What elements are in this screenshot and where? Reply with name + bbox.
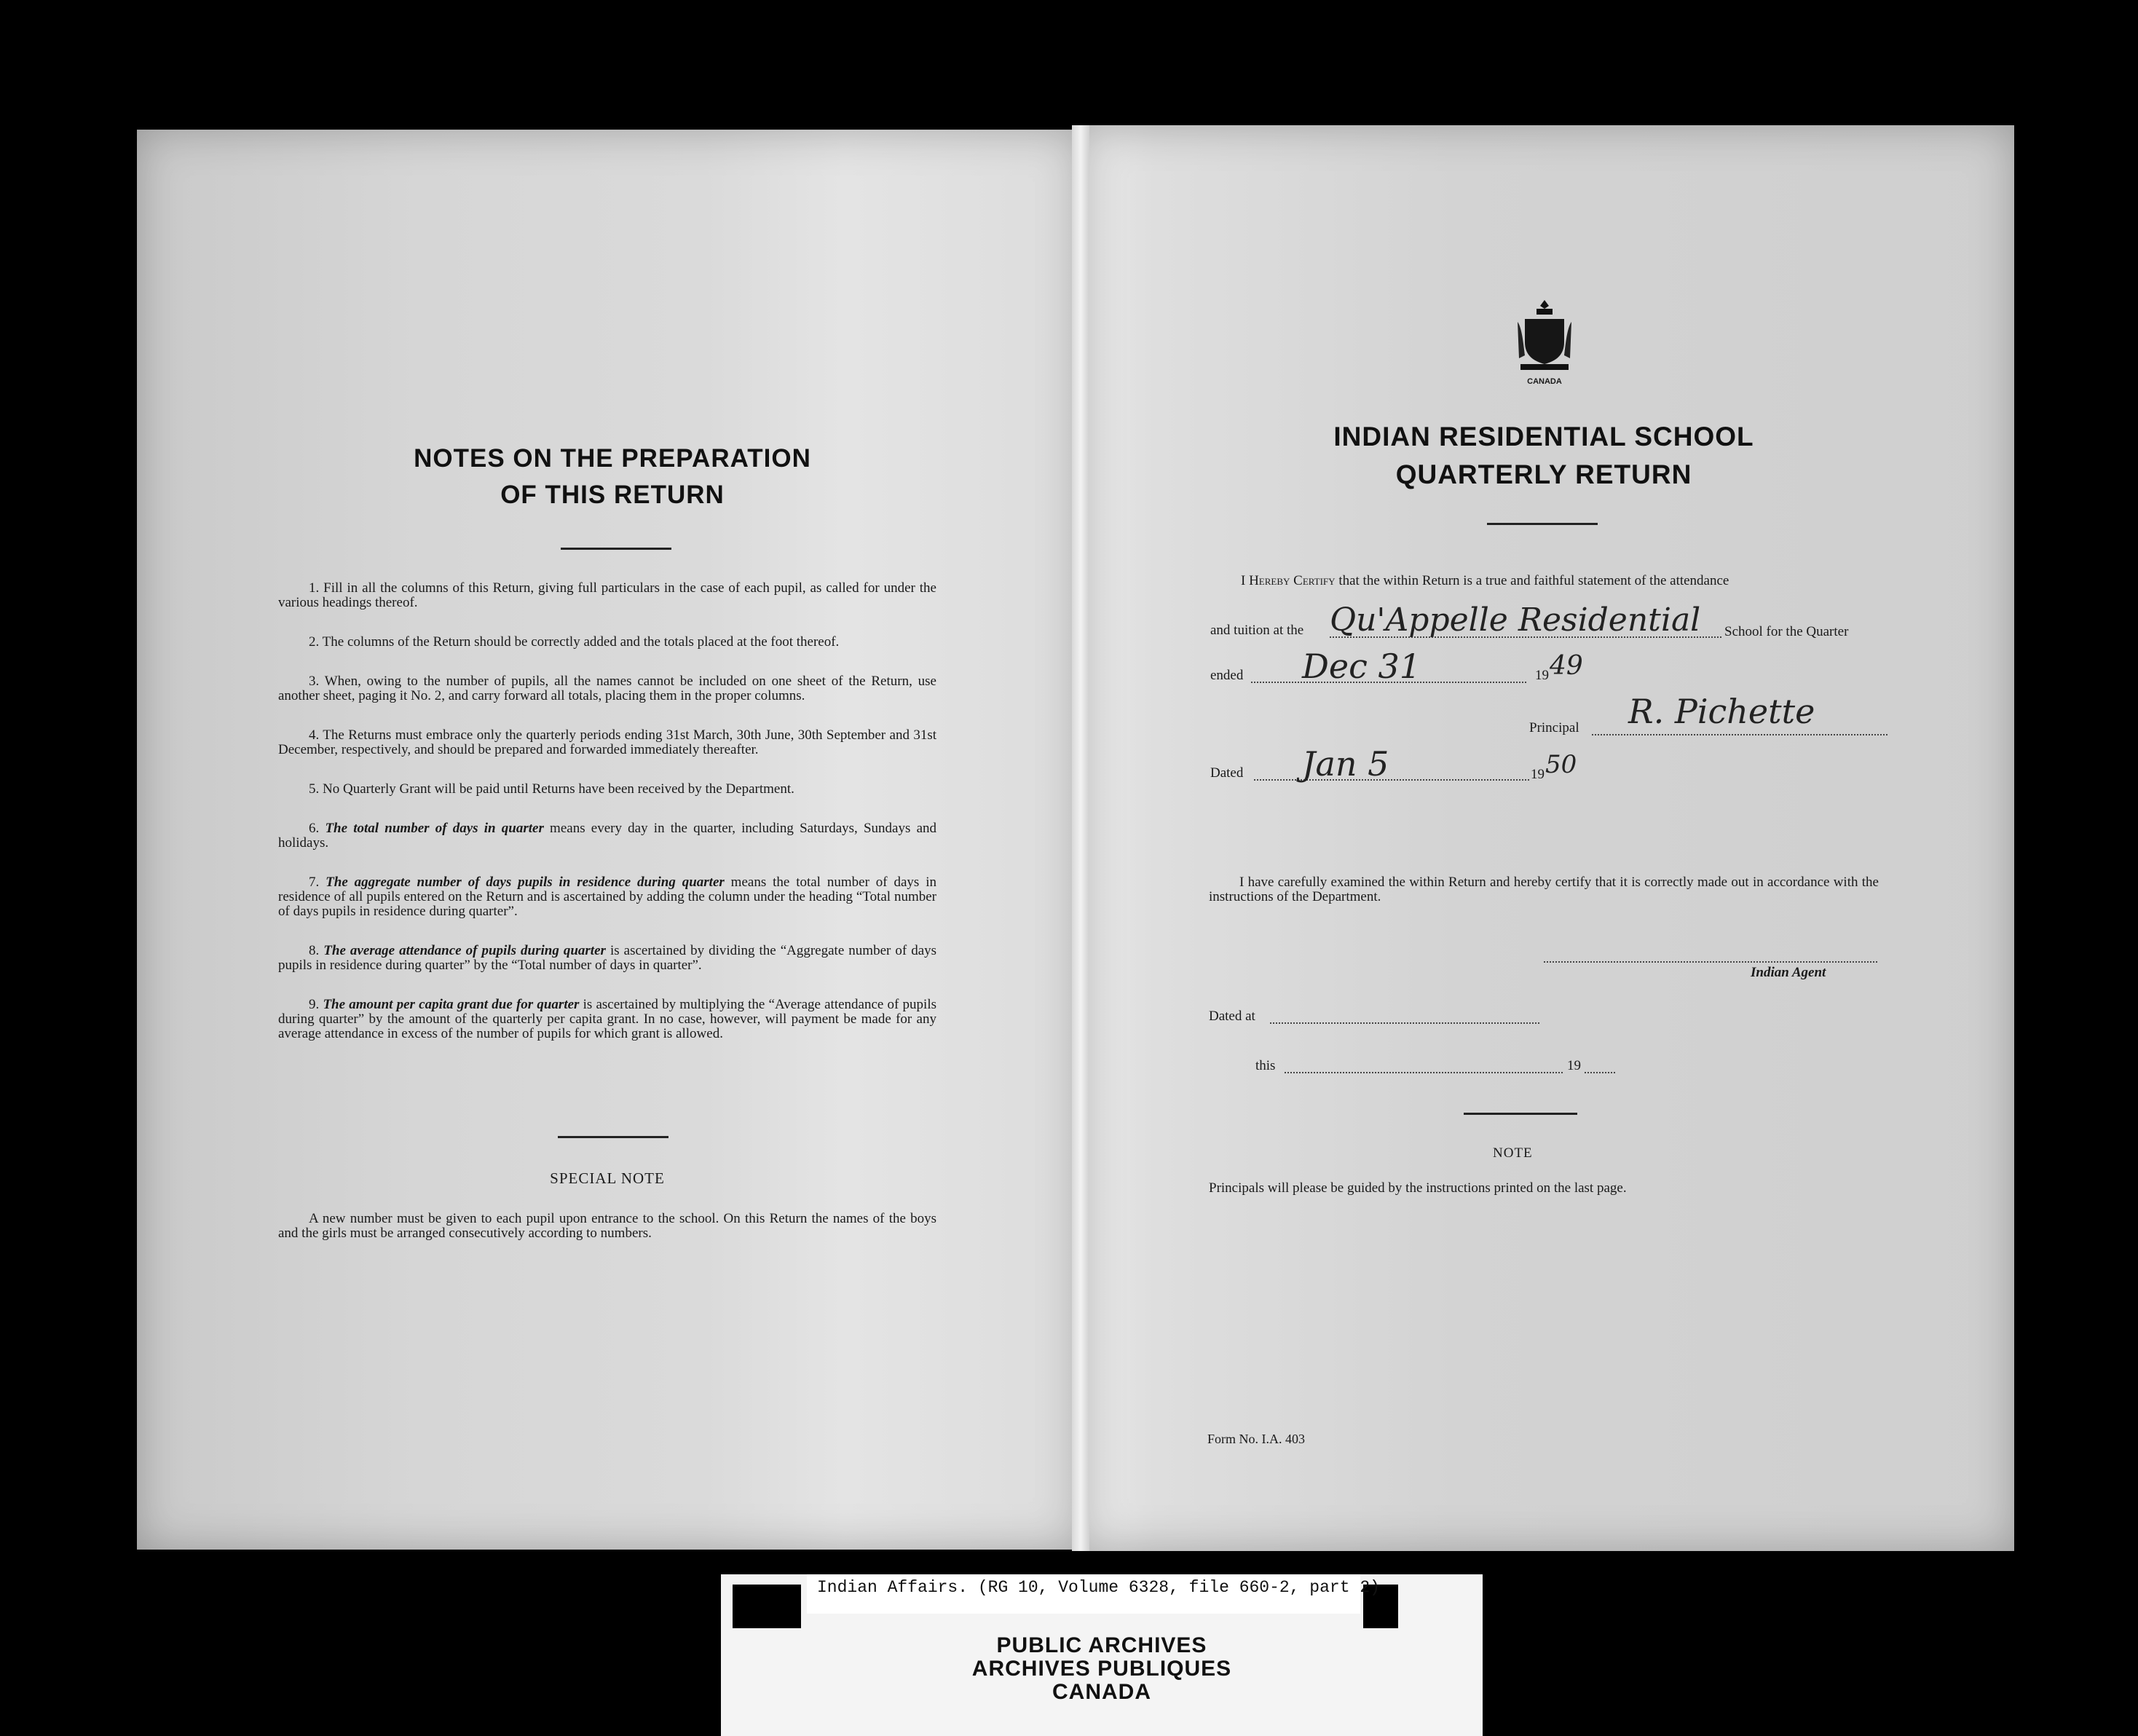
stamp-line-2: ARCHIVES PUBLIQUES [971, 1657, 1232, 1681]
school-for-quarter-label: School for the Quarter [1724, 624, 1849, 639]
this-year-line [1585, 1072, 1615, 1073]
note-4: 4. The Returns must embrace only the quarterly periods ending 31st March, 30th June, 30th September and 31st December, respectively, and should be prepared and forwarded immediately thereafter. [278, 727, 936, 757]
handwritten-dated-date: Jan 5 [1302, 744, 1389, 784]
certify-prefix: I Hereby Certify [1241, 573, 1336, 588]
principal-signature: R. Pichette [1628, 692, 1815, 731]
principal-signature-line [1592, 734, 1887, 735]
stamp-shadow-left [733, 1585, 801, 1628]
notes-list [278, 581, 936, 1066]
note-9: 9. The amount per capita grant due for quarter is ascertained by multiplying the “Average attendance of pupils during quarter” by the amount of the quarterly per capita grant. In no case, however, will payment be made for any average attendance in excess of the number of pupils for which grant is allowed. [278, 997, 937, 1041]
note-7: 7. The aggregate number of days pupils in residence during quarter means the total number of days in residence of all pupils entered on the Return and is ascertained by adding the column under the heading “Total number of days pupils in residence during quarter”. [278, 875, 936, 919]
title-rule [561, 548, 671, 550]
principal-label: Principal [1529, 720, 1579, 735]
this-day-line [1285, 1072, 1563, 1073]
dated-at-line [1270, 1022, 1539, 1024]
note-3: 3. When, owing to the number of pupils, all the names cannot be included on one sheet of the Return, use another sheet, paging it No. 2, and carry forward all totals, placing them in the proper columns. [278, 674, 936, 703]
notes-title-line2: OF THIS RETURN [500, 481, 725, 509]
dated-at-label: Dated at [1209, 1009, 1255, 1024]
return-title-line2: QUARTERLY RETURN [1395, 459, 1692, 489]
handwritten-dated-year: 50 [1545, 750, 1577, 779]
note-title: NOTE [1493, 1145, 1533, 1161]
handwritten-ended-date: Dec 31 [1302, 647, 1421, 686]
archive-stamp-text [721, 1634, 1483, 1704]
canada-crest-icon [1515, 297, 1574, 384]
note-2: 2. The columns of the Return should be correctly added and the totals placed at the foot thereof. [309, 634, 840, 650]
tuition-label: and tuition at the [1210, 623, 1304, 638]
return-title [1238, 418, 1850, 494]
notes-title-line1: NOTES ON THE PREPARATION [414, 444, 811, 473]
ended-label: ended [1210, 668, 1244, 683]
special-rule [558, 1136, 668, 1138]
dated-label: Dated [1210, 765, 1244, 781]
indian-agent-label: Indian Agent [1751, 965, 1826, 980]
indian-agent-line [1544, 961, 1877, 963]
stamp-line-3: CANADA [1052, 1680, 1151, 1704]
this-year-prefix: 19 [1567, 1058, 1581, 1073]
return-title-line1: INDIAN RESIDENTIAL SCHOOL [1333, 422, 1754, 451]
ended-year-prefix: 19 [1535, 668, 1549, 683]
note-5: 5. No Quarterly Grant will be paid until Returns have been received by the Department. [309, 781, 794, 797]
special-note-title: SPECIAL NOTE [550, 1169, 665, 1187]
this-label: this [1255, 1058, 1276, 1073]
form-number: Form No. I.A. 403 [1207, 1432, 1305, 1446]
certify-text: that the within Return is a true and faithful statement of the attendance [1335, 573, 1729, 588]
dated-year-prefix: 19 [1531, 767, 1545, 782]
special-note-text: A new number must be given to each pupil upon entrance to the school. On this Return the names of the boys and the girls must be arranged consecutively according to numbers. [278, 1211, 936, 1241]
handwritten-school-name: Qu'Appelle Residential [1330, 601, 1701, 639]
note-6: 6. The total number of days in quarter means every day in the quarter, including Saturdays, Sundays and holidays. [278, 821, 937, 851]
dated-line [1254, 779, 1529, 781]
certify-line [1241, 574, 1882, 588]
note-rule [1464, 1113, 1577, 1115]
crest-caption: CANADA [1527, 377, 1562, 386]
page-fold [1072, 125, 1089, 1551]
note-text: Principals will please be guided by the instructions printed on the last page. [1209, 1180, 1627, 1196]
examined-statement: I have carefully examined the within Return and hereby certify that it is correctly made out in accordance with the instructions of the Department. [1209, 875, 1879, 904]
stamp-line-1: PUBLIC ARCHIVES [996, 1633, 1207, 1657]
return-title-rule [1487, 523, 1598, 525]
handwritten-ended-year: 49 [1550, 651, 1583, 681]
archive-reference: Indian Affairs. (RG 10, Volume 6328, file 660-2, part 2) [817, 1578, 1380, 1597]
notes-title [283, 441, 942, 513]
note-1: 1. Fill in all the columns of this Return, giving full particulars in the case of each pupil, as called for under the various headings thereof. [278, 580, 936, 610]
note-8: 8. The average attendance of pupils during quarter is ascertained by dividing the “Aggregate number of days pupils in residence during quarter” by the “Total number of days in quarter”. [278, 943, 937, 973]
